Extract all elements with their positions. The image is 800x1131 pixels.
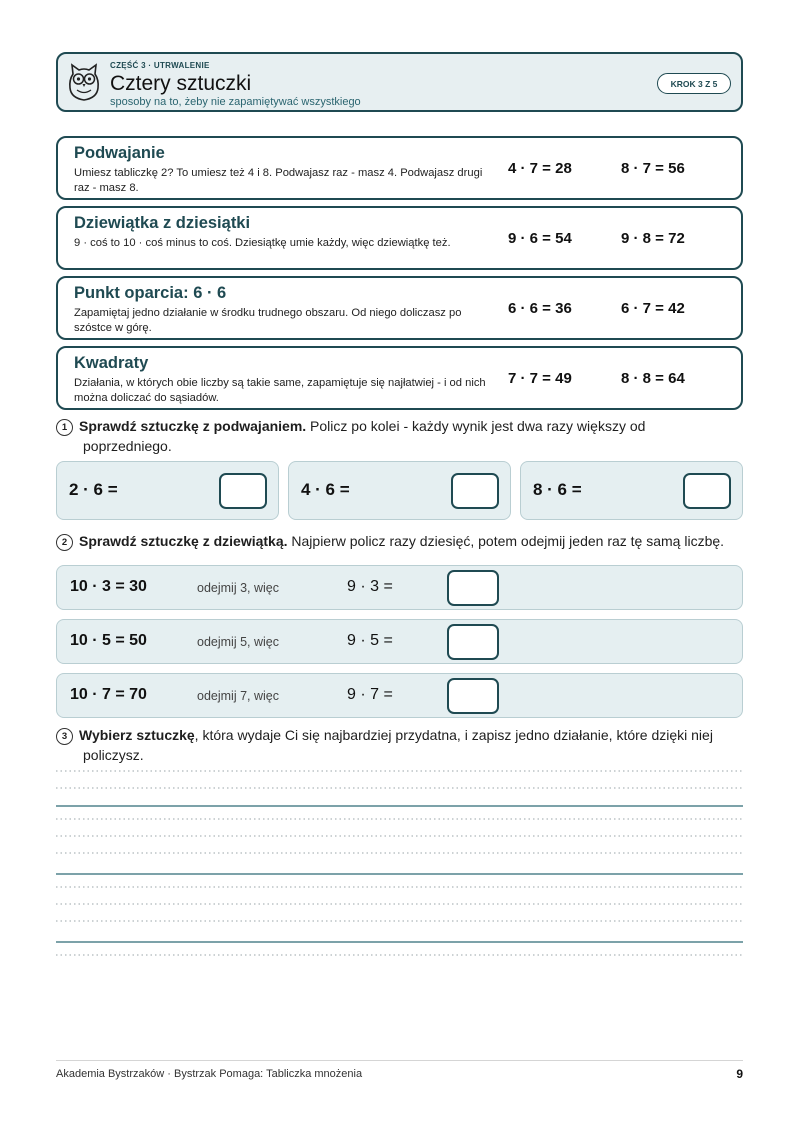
task-2-instruction (56, 531, 746, 551)
trick-description: 9 · coś to 10 · coś minus to coś. Dziesiątkę umie każdy, więc dziewiątkę też. (74, 237, 451, 249)
task-number-badge: 2 (56, 534, 73, 551)
task-text: Policz po kolei - każdy wynik jest dwa razy większy od (306, 418, 646, 434)
task-text-continued: policzysz. (83, 747, 144, 763)
answer-box[interactable] (451, 473, 499, 509)
base-equation: 10 · 7 = 70 (70, 686, 147, 703)
task-2-row (56, 673, 743, 718)
task-3-instruction (56, 725, 746, 765)
trick-description: Działania, w których obie liczby są takie same, zapamiętuje się najłatwiej - i od nich można doliczać do sąsiadów. (74, 377, 486, 404)
trick-example: 6 · 7 = 42 (621, 300, 685, 317)
row-hint: odejmij 7, więc (197, 689, 279, 703)
trick-example: 7 · 7 = 49 (508, 370, 572, 387)
task-number-badge: 3 (56, 728, 73, 745)
trick-example: 4 · 7 = 28 (508, 160, 572, 177)
task-bold-text: Sprawdź sztuczkę z dziewiątką. (79, 533, 288, 549)
trick-card-doubling (56, 136, 743, 200)
exercise-expression: 2 · 6 = (69, 480, 118, 499)
trick-example: 8 · 7 = 56 (621, 160, 685, 177)
answer-box[interactable] (447, 624, 499, 660)
writing-lines[interactable] (56, 770, 743, 960)
base-equation: 10 · 3 = 30 (70, 578, 147, 595)
task-bold-text: Sprawdź sztuczkę z podwajaniem. (79, 418, 307, 434)
page-subtitle: sposoby na to, żeby nie zapamiętywać wszystkiego (110, 96, 361, 108)
trick-example: 8 · 8 = 64 (621, 370, 685, 387)
row-question: 9 · 5 = (347, 632, 393, 649)
trick-example: 6 · 6 = 36 (508, 300, 572, 317)
owl-icon (68, 62, 100, 107)
task-2-row (56, 565, 743, 610)
row-hint: odejmij 5, więc (197, 635, 279, 649)
answer-box[interactable] (219, 473, 267, 509)
task-text: Najpierw policz razy dziesięć, potem odejmij jeden raz tę samą liczbę. (287, 533, 725, 549)
task-bold-text: Wybierz sztuczkę (79, 727, 195, 743)
trick-example: 9 · 8 = 72 (621, 230, 685, 247)
exercise-expression: 8 · 6 = (533, 480, 582, 499)
trick-title: Kwadraty (74, 354, 149, 372)
task-1-exercise (56, 461, 279, 520)
page-header (56, 52, 743, 112)
row-hint: odejmij 3, więc (197, 581, 279, 595)
trick-title: Dziewiątka z dziesiątki (74, 214, 251, 232)
answer-box[interactable] (683, 473, 731, 509)
task-text-continued: poprzedniego. (83, 438, 172, 454)
task-number-badge: 1 (56, 419, 73, 436)
trick-card-anchor (56, 276, 743, 340)
step-badge: KROK 3 Z 5 (657, 73, 731, 94)
trick-example: 9 · 6 = 54 (508, 230, 572, 247)
answer-box[interactable] (447, 678, 499, 714)
task-text: , która wydaje Ci się najbardziej przydatna, i zapisz jedno działanie, które dzięki niej (194, 727, 713, 743)
exercise-expression: 4 · 6 = (301, 480, 350, 499)
task-1-exercise (288, 461, 511, 520)
part-label: CZĘŚĆ 3 · UTRWALENIE (110, 61, 210, 70)
task-1-exercise (520, 461, 743, 520)
footer-divider (56, 1060, 743, 1061)
answer-box[interactable] (447, 570, 499, 606)
row-question: 9 · 7 = (347, 686, 393, 703)
trick-title: Podwajanie (74, 144, 165, 162)
trick-card-nine (56, 206, 743, 270)
trick-description: Umiesz tabliczkę 2? To umiesz też 4 i 8. Podwajasz raz - masz 4. Podwajasz drugi raz - masz 8. (74, 167, 483, 194)
trick-description: Zapamiętaj jedno działanie w środku trudnego obszaru. Od niego doliczasz po szóstce w górę. (74, 307, 462, 334)
trick-title: Punkt oparcia: 6 · 6 (74, 284, 227, 302)
footer-text: Akademia Bystrzaków · Bystrzak Pomaga: Tabliczka mnożenia (56, 1068, 363, 1080)
page-title: Cztery sztuczki (110, 72, 252, 95)
trick-card-squares (56, 346, 743, 410)
task-2-row (56, 619, 743, 664)
row-question: 9 · 3 = (347, 578, 393, 595)
base-equation: 10 · 5 = 50 (70, 632, 147, 649)
task-1-instruction (56, 416, 746, 456)
page-number: 9 (736, 1067, 743, 1081)
